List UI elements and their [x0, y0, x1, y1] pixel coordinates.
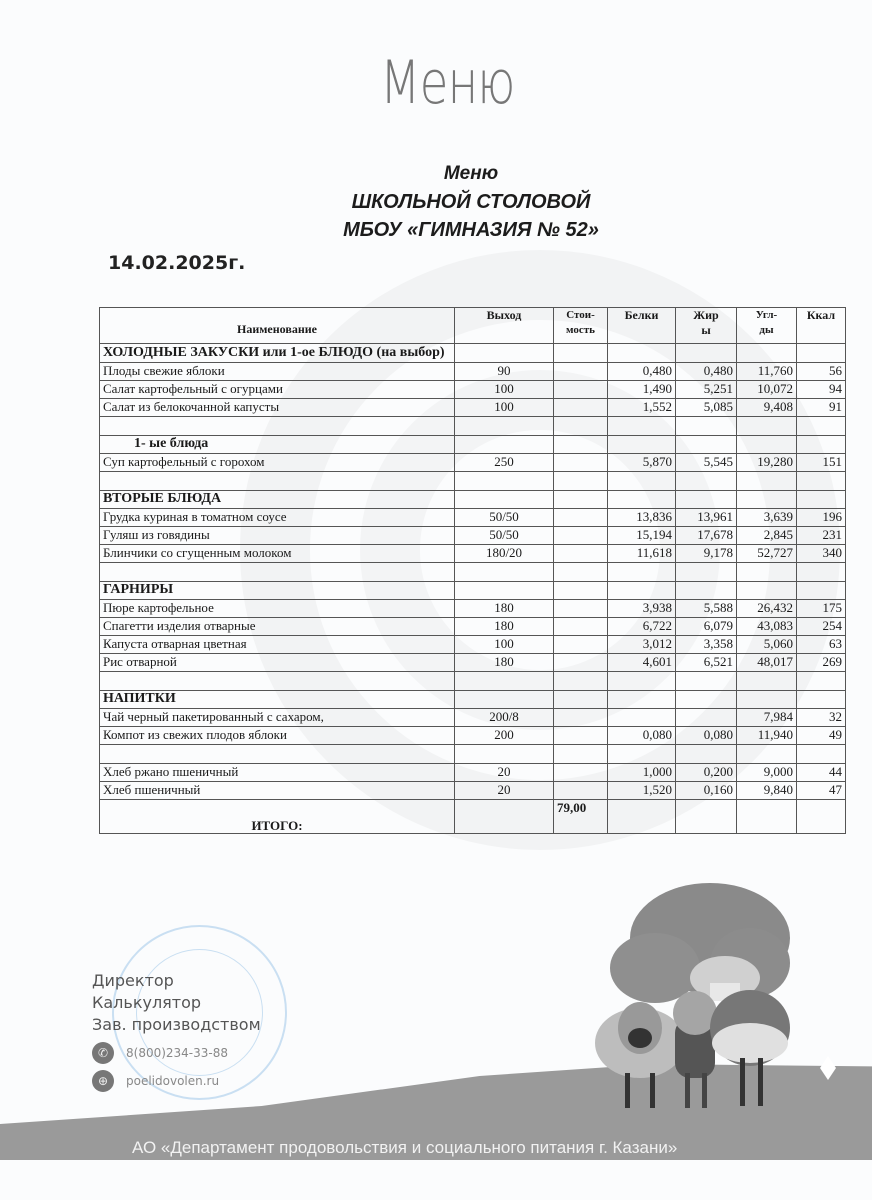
- dish-yield: 200: [455, 727, 554, 745]
- dish-carbs: 26,432: [737, 600, 797, 618]
- dish-carbs: 10,072: [737, 381, 797, 399]
- phone-number: 8(800)234-33-88: [126, 1046, 229, 1060]
- header-line-3: МБОУ «ГИМНАЗИЯ № 52»: [343, 219, 599, 241]
- menu-item-row: [100, 764, 846, 782]
- dish-kcal: 269: [797, 654, 846, 672]
- section-row: [100, 691, 846, 709]
- menu-item-row: [100, 600, 846, 618]
- dish-kcal: 94: [797, 381, 846, 399]
- dish-protein: 6,722: [608, 618, 676, 636]
- dish-yield: 100: [455, 636, 554, 654]
- menu-item-row: [100, 399, 846, 417]
- dish-kcal: 44: [797, 764, 846, 782]
- empty-cell: [455, 417, 554, 436]
- col-header-carbs-line1: Угл-: [755, 309, 778, 321]
- dish-kcal: 56: [797, 363, 846, 381]
- dish-kcal: 231: [797, 527, 846, 545]
- empty-cell: [737, 491, 797, 509]
- dish-carbs: 9,840: [737, 782, 797, 800]
- handwritten-title: Меню: [380, 48, 515, 118]
- spacer-row: [100, 563, 846, 582]
- dish-cost: [554, 509, 608, 527]
- dish-yield: 50/50: [455, 509, 554, 527]
- dish-kcal: 196: [797, 509, 846, 527]
- dish-carbs: 11,940: [737, 727, 797, 745]
- dish-fat: 5,545: [676, 454, 737, 472]
- dish-protein: 4,601: [608, 654, 676, 672]
- dish-yield: 20: [455, 764, 554, 782]
- empty-cell: [455, 672, 554, 691]
- dish-protein: 5,870: [608, 454, 676, 472]
- empty-cell: [455, 563, 554, 582]
- dish-name: Компот из свежих плодов яблоки: [100, 727, 455, 745]
- empty-cell: [676, 745, 737, 764]
- empty-cell: [455, 344, 554, 363]
- dish-protein: 1,490: [608, 381, 676, 399]
- dish-fat: 6,521: [676, 654, 737, 672]
- spacer-row: [100, 672, 846, 691]
- dish-fat: 3,358: [676, 636, 737, 654]
- production-head-label: Зав. производством: [92, 1015, 261, 1034]
- dish-cost: [554, 618, 608, 636]
- dish-cost: [554, 381, 608, 399]
- menu-item-row: [100, 654, 846, 672]
- dish-yield: 50/50: [455, 527, 554, 545]
- dish-protein: 15,194: [608, 527, 676, 545]
- section-title: ГАРНИРЫ: [100, 582, 455, 600]
- empty-cell: [737, 436, 797, 454]
- dish-yield: 180: [455, 618, 554, 636]
- dish-name: Пюре картофельное: [100, 600, 455, 618]
- col-header-name: Наименование: [100, 308, 455, 344]
- dish-cost: [554, 600, 608, 618]
- empty-cell: [608, 417, 676, 436]
- dish-yield: 180/20: [455, 545, 554, 563]
- dish-name: Хлеб пшеничный: [100, 782, 455, 800]
- empty-cell: [737, 472, 797, 491]
- dish-fat: 0,080: [676, 727, 737, 745]
- empty-cell: [676, 417, 737, 436]
- dish-cost: [554, 545, 608, 563]
- empty-cell: [676, 436, 737, 454]
- dish-name: Плоды свежие яблоки: [100, 363, 455, 381]
- dish-protein: [608, 709, 676, 727]
- section-row: [100, 436, 846, 454]
- menu-item-row: [100, 709, 846, 727]
- empty-cell: [100, 745, 455, 764]
- dish-kcal: 32: [797, 709, 846, 727]
- dish-fat: 0,200: [676, 764, 737, 782]
- dish-carbs: 43,083: [737, 618, 797, 636]
- empty-cell: [676, 672, 737, 691]
- dish-fat: 13,961: [676, 509, 737, 527]
- dish-yield: 90: [455, 363, 554, 381]
- empty-cell: [676, 472, 737, 491]
- empty-cell: [608, 563, 676, 582]
- dish-protein: 0,480: [608, 363, 676, 381]
- spacer-row: [100, 745, 846, 764]
- col-header-fat-line1: Жир: [693, 308, 719, 322]
- dish-name: Салат картофельный с огурцами: [100, 381, 455, 399]
- dish-cost: [554, 399, 608, 417]
- empty-cell: [737, 582, 797, 600]
- empty-cell: [737, 745, 797, 764]
- empty-cell: [797, 745, 846, 764]
- menu-table: [99, 307, 846, 834]
- dish-yield: 180: [455, 654, 554, 672]
- dish-protein: 3,012: [608, 636, 676, 654]
- dish-fat: 9,178: [676, 545, 737, 563]
- dish-name: Салат из белокочанной капусты: [100, 399, 455, 417]
- empty-cell: [737, 417, 797, 436]
- signatures-block: [92, 970, 261, 1092]
- dish-fat: 6,079: [676, 618, 737, 636]
- dish-kcal: 340: [797, 545, 846, 563]
- empty-cell: [455, 472, 554, 491]
- dish-cost: [554, 654, 608, 672]
- empty-cell: [676, 582, 737, 600]
- empty-cell: [100, 672, 455, 691]
- dish-fat: 17,678: [676, 527, 737, 545]
- col-header-carbs-line2: ды: [759, 324, 774, 336]
- total-fat: [676, 800, 737, 834]
- dish-cost: [554, 727, 608, 745]
- empty-cell: [797, 436, 846, 454]
- empty-cell: [797, 491, 846, 509]
- dish-cost: [554, 764, 608, 782]
- total-carbs: [737, 800, 797, 834]
- dish-protein: 0,080: [608, 727, 676, 745]
- empty-cell: [455, 491, 554, 509]
- empty-cell: [554, 436, 608, 454]
- dish-name: Гуляш из говядины: [100, 527, 455, 545]
- organization-name: АО «Департамент продовольствия и социального питания г. Казани»: [132, 1138, 678, 1157]
- dish-name: Грудка куриная в томатном соусе: [100, 509, 455, 527]
- dish-cost: [554, 782, 608, 800]
- section-row: [100, 491, 846, 509]
- section-row: [100, 344, 846, 363]
- director-label: Директор: [92, 971, 174, 990]
- dish-name: Рис отварной: [100, 654, 455, 672]
- section-title: НАПИТКИ: [100, 691, 455, 709]
- empty-cell: [100, 417, 455, 436]
- dish-name: Суп картофельный с горохом: [100, 454, 455, 472]
- empty-cell: [554, 582, 608, 600]
- dish-cost: [554, 636, 608, 654]
- dish-protein: 11,618: [608, 545, 676, 563]
- menu-item-row: [100, 618, 846, 636]
- phone-contact: [92, 1042, 261, 1064]
- dish-carbs: 19,280: [737, 454, 797, 472]
- total-row: [100, 800, 846, 834]
- empty-cell: [455, 745, 554, 764]
- menu-date: 14.02.2025г.: [108, 252, 246, 274]
- dish-name: Спагетти изделия отварные: [100, 618, 455, 636]
- dish-fat: [676, 709, 737, 727]
- dish-protein: 13,836: [608, 509, 676, 527]
- total-cost: 79,00: [554, 800, 608, 834]
- dish-fat: 5,085: [676, 399, 737, 417]
- dish-fat: 5,588: [676, 600, 737, 618]
- col-header-cost-line2: мость: [566, 324, 595, 336]
- dish-carbs: 9,000: [737, 764, 797, 782]
- dish-name: Чай черный пакетированный с сахаром,: [100, 709, 455, 727]
- spacer-row: [100, 417, 846, 436]
- dish-carbs: 2,845: [737, 527, 797, 545]
- empty-cell: [554, 491, 608, 509]
- total-yield: [455, 800, 554, 834]
- dish-kcal: 49: [797, 727, 846, 745]
- dish-carbs: 11,760: [737, 363, 797, 381]
- empty-cell: [554, 691, 608, 709]
- total-kcal: [797, 800, 846, 834]
- empty-cell: [608, 691, 676, 709]
- col-header-fat-line2: ы: [701, 323, 711, 337]
- col-header-cost: [554, 308, 608, 344]
- empty-cell: [797, 672, 846, 691]
- empty-cell: [737, 563, 797, 582]
- empty-cell: [455, 691, 554, 709]
- empty-cell: [797, 582, 846, 600]
- empty-cell: [608, 491, 676, 509]
- empty-cell: [608, 344, 676, 363]
- empty-cell: [676, 563, 737, 582]
- phone-icon: ✆: [92, 1042, 114, 1064]
- section-title: ВТОРЫЕ БЛЮДА: [100, 491, 455, 509]
- dish-carbs: 48,017: [737, 654, 797, 672]
- dish-cost: [554, 454, 608, 472]
- header-line-1: Меню: [443, 163, 499, 184]
- empty-cell: [797, 472, 846, 491]
- dish-kcal: 175: [797, 600, 846, 618]
- empty-cell: [608, 672, 676, 691]
- dish-fat: 5,251: [676, 381, 737, 399]
- col-header-carbs: [737, 308, 797, 344]
- menu-item-row: [100, 545, 846, 563]
- table-header-row: [100, 308, 846, 344]
- dish-cost: [554, 363, 608, 381]
- col-header-fat: [676, 308, 737, 344]
- dish-name: Хлеб ржано пшеничный: [100, 764, 455, 782]
- dish-protein: 1,520: [608, 782, 676, 800]
- empty-cell: [737, 691, 797, 709]
- dish-protein: 3,938: [608, 600, 676, 618]
- header-line-2: ШКОЛЬНОЙ СТОЛОВОЙ: [351, 191, 591, 213]
- dish-yield: 100: [455, 399, 554, 417]
- empty-cell: [797, 417, 846, 436]
- empty-cell: [676, 691, 737, 709]
- dish-protein: 1,552: [608, 399, 676, 417]
- dish-yield: 100: [455, 381, 554, 399]
- dish-yield: 20: [455, 782, 554, 800]
- empty-cell: [608, 745, 676, 764]
- menu-item-row: [100, 509, 846, 527]
- dish-carbs: 7,984: [737, 709, 797, 727]
- empty-cell: [608, 582, 676, 600]
- dish-carbs: 5,060: [737, 636, 797, 654]
- dish-carbs: 9,408: [737, 399, 797, 417]
- col-header-protein: Белки: [608, 308, 676, 344]
- col-header-cost-line1: Стои-: [566, 309, 595, 321]
- empty-cell: [554, 745, 608, 764]
- dish-yield: 250: [455, 454, 554, 472]
- website-link[interactable]: poelidovolen.ru: [126, 1074, 220, 1088]
- menu-item-row: [100, 527, 846, 545]
- menu-item-row: [100, 727, 846, 745]
- dish-yield: 180: [455, 600, 554, 618]
- dish-name: Блинчики со сгущенным молоком: [100, 545, 455, 563]
- empty-cell: [608, 472, 676, 491]
- total-protein: [608, 800, 676, 834]
- empty-cell: [797, 563, 846, 582]
- dish-fat: 0,480: [676, 363, 737, 381]
- empty-cell: [676, 344, 737, 363]
- empty-cell: [797, 691, 846, 709]
- empty-cell: [737, 344, 797, 363]
- website-contact: [92, 1070, 261, 1092]
- col-header-yield: Выход: [455, 308, 554, 344]
- menu-item-row: [100, 636, 846, 654]
- empty-cell: [554, 417, 608, 436]
- section-title: ХОЛОДНЫЕ ЗАКУСКИ или 1-ое БЛЮДО (на выбор): [100, 344, 455, 363]
- calculator-label: Калькулятор: [92, 993, 202, 1012]
- empty-cell: [455, 436, 554, 454]
- dish-kcal: 63: [797, 636, 846, 654]
- dish-kcal: 151: [797, 454, 846, 472]
- empty-cell: [100, 472, 455, 491]
- globe-icon: ⊕: [92, 1070, 114, 1092]
- menu-item-row: [100, 782, 846, 800]
- dish-yield: 200/8: [455, 709, 554, 727]
- spacer-row: [100, 472, 846, 491]
- menu-item-row: [100, 454, 846, 472]
- dish-carbs: 52,727: [737, 545, 797, 563]
- section-row: [100, 582, 846, 600]
- empty-cell: [554, 672, 608, 691]
- dish-kcal: 91: [797, 399, 846, 417]
- menu-item-row: [100, 363, 846, 381]
- mascot-illustration: [560, 878, 860, 1123]
- dish-kcal: 254: [797, 618, 846, 636]
- document-header: [0, 160, 872, 244]
- empty-cell: [676, 491, 737, 509]
- dish-fat: 0,160: [676, 782, 737, 800]
- dish-cost: [554, 709, 608, 727]
- empty-cell: [100, 563, 455, 582]
- empty-cell: [608, 436, 676, 454]
- dish-cost: [554, 527, 608, 545]
- dish-name: Капуста отварная цветная: [100, 636, 455, 654]
- empty-cell: [554, 472, 608, 491]
- col-header-kcal: Ккал: [797, 308, 846, 344]
- empty-cell: [554, 344, 608, 363]
- empty-cell: [455, 582, 554, 600]
- dish-protein: 1,000: [608, 764, 676, 782]
- empty-cell: [554, 563, 608, 582]
- dish-carbs: 3,639: [737, 509, 797, 527]
- menu-item-row: [100, 381, 846, 399]
- dish-kcal: 47: [797, 782, 846, 800]
- total-label: ИТОГО:: [100, 800, 455, 834]
- empty-cell: [737, 672, 797, 691]
- section-title: 1- ые блюда: [100, 436, 455, 454]
- empty-cell: [797, 344, 846, 363]
